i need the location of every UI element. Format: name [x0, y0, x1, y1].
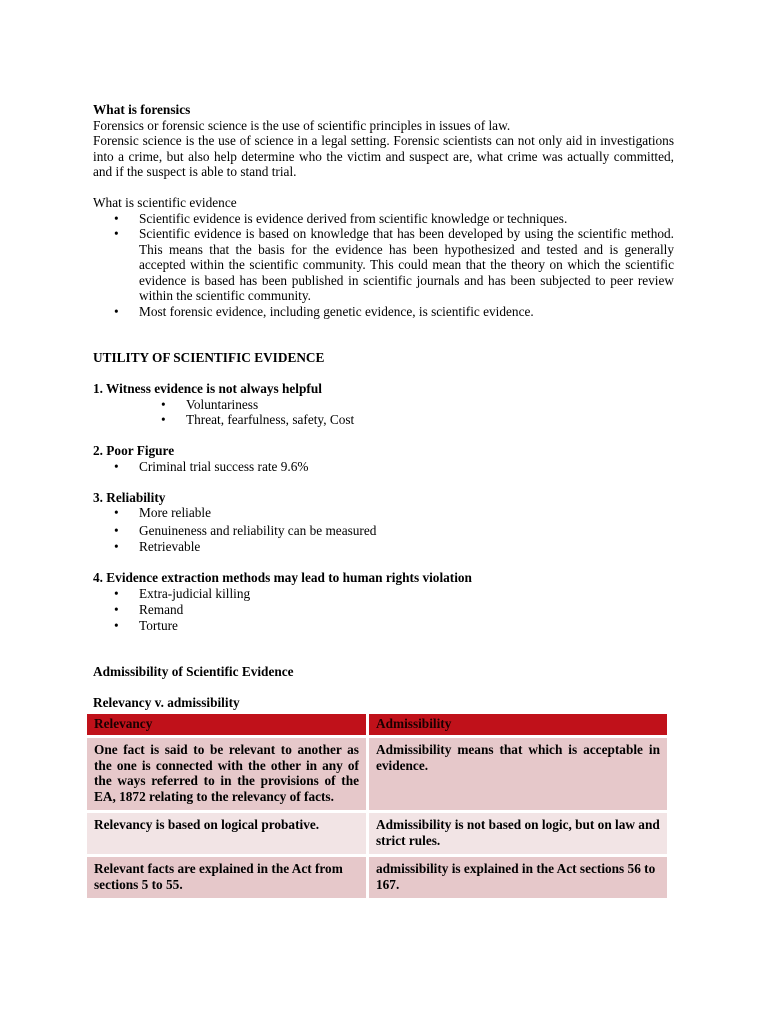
bullet-list [93, 505, 674, 555]
table-cell: Relevant facts are explained in the Act from sections 5 to 55. [87, 857, 366, 898]
table-header-row [87, 714, 667, 736]
subsection-title: 2. Poor Figure [93, 443, 175, 458]
paragraph: Forensic science is the use of science in a legal setting. Forensic scientists can not only aid in investigations into a crime, but also help determine who the victim and suspect are, what crime was actually committed, and if the suspect is able to stand trial. [93, 133, 674, 179]
table-caption: Relevancy v. admissibility [93, 695, 240, 710]
list-item: • Retrievable [93, 539, 674, 555]
table-cell: admissibility is explained in the Act sections 56 to 167. [369, 857, 667, 898]
list-item: • Scientific evidence is evidence derived from scientific knowledge or techniques. [93, 211, 674, 227]
bullet-list [93, 459, 674, 475]
list-item: • More reliable [93, 505, 674, 521]
list-item: • Scientific evidence is based on knowledge that has been developed by using the scientific method. This means that the basis for the evidence has been hypothesized and tested and is generally accepted within the scientific community. This could mean that the theory on which the scientific evidence is based has been published in scientific journals and has been subjected to peer review within the scientific community. [93, 226, 674, 304]
relevancy-admissibility-table [84, 711, 670, 902]
section-heading-utility: UTILITY OF SCIENTIFIC EVIDENCE [93, 350, 325, 365]
table-cell: One fact is said to be relevant to another as the one is connected with the other in any of the ways referred to in the provisions of the EA, 1872 relating to the relevancy of facts. [87, 738, 366, 810]
table-row [87, 813, 667, 854]
list-item: • Torture [93, 618, 674, 634]
table-row [87, 738, 667, 810]
subsection-title: 4. Evidence extraction methods may lead to human rights violation [93, 570, 472, 585]
table-header-cell: Admissibility [369, 714, 667, 736]
table-row [87, 857, 667, 898]
bullet-list [93, 211, 674, 320]
table-header-cell: Relevancy [87, 714, 366, 736]
section-heading-scientific-evidence: What is scientific evidence [93, 195, 237, 210]
bullet-list [93, 586, 674, 634]
list-item: • Criminal trial success rate 9.6% [93, 459, 674, 475]
paragraph: Forensics or forensic science is the use of scientific principles in issues of law. [93, 117, 511, 133]
table-cell: Admissibility is not based on logic, but on law and strict rules. [369, 813, 667, 854]
list-item: • Most forensic evidence, including genetic evidence, is scientific evidence. [93, 304, 674, 320]
table-cell: Relevancy is based on logical probative. [87, 813, 366, 854]
section-heading-forensics: What is forensics [93, 102, 191, 117]
table-cell: Admissibility means that which is acceptable in evidence. [369, 738, 667, 810]
bullet-list [93, 397, 674, 428]
document-body [93, 102, 674, 901]
section-heading-admissibility: Admissibility of Scientific Evidence [93, 664, 294, 679]
list-item: • Voluntariness [93, 397, 674, 413]
list-item: • Remand [93, 602, 674, 618]
subsection-title: 1. Witness evidence is not always helpful [93, 381, 322, 396]
list-item: • Genuineness and reliability can be measured [93, 523, 674, 539]
subsection-title: 3. Reliability [93, 489, 166, 505]
list-item: • Extra-judicial killing [93, 586, 674, 602]
list-item: • Threat, fearfulness, safety, Cost [93, 412, 674, 428]
